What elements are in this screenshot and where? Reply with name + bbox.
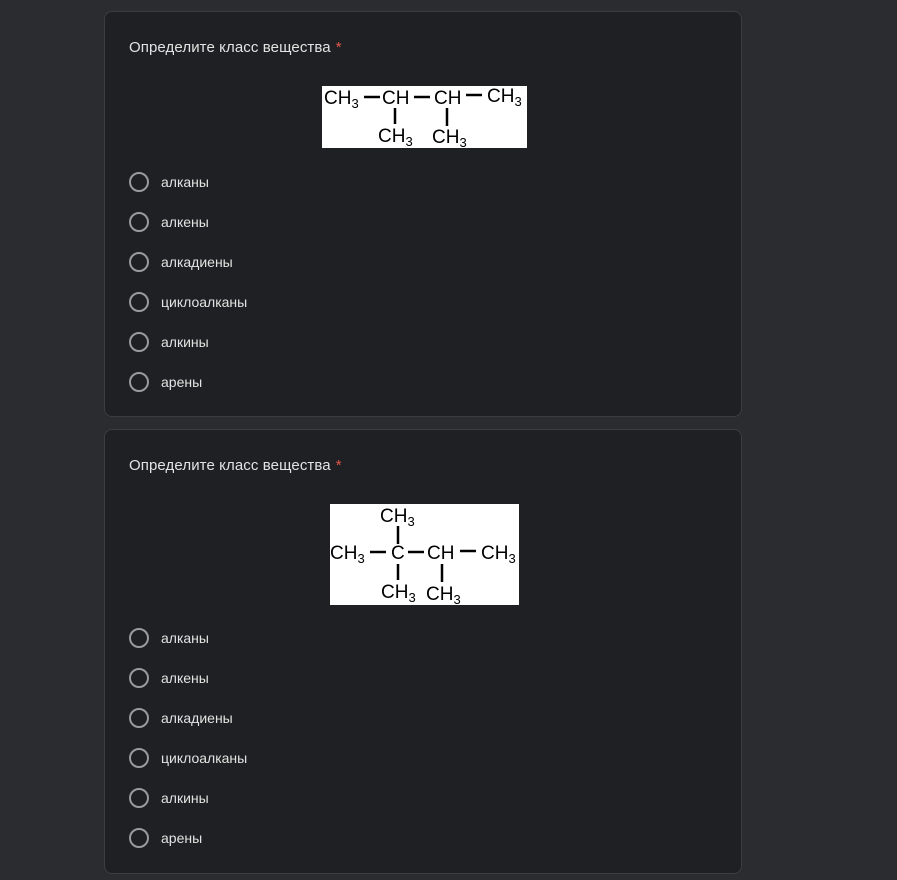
svg-text:CH [382,88,409,109]
formula-atom: CH [434,88,462,109]
svg-text:CH3: $CH_3$ [324,88,359,111]
answer-option[interactable] [129,362,247,402]
svg-text:CH3: $CH_3$ [481,543,516,566]
answer-option[interactable] [129,282,247,322]
answer-option[interactable] [129,322,247,362]
answer-options [129,618,247,858]
answer-option[interactable] [129,202,247,242]
option-label: арены [161,830,203,846]
radio-button[interactable] [129,172,149,192]
radio-button[interactable] [129,252,149,272]
formula-atom: CH [378,126,406,147]
svg-text:CH3: $CH_3$ [432,127,467,148]
radio-button[interactable] [129,828,149,848]
question-title [129,39,342,56]
option-label: циклоалканы [161,750,248,766]
option-label: алкины [161,334,209,350]
formula-atom: CH [380,506,408,527]
option-label: алканы [161,174,209,190]
formula-atom: CH [432,127,460,148]
radio-button[interactable] [129,372,149,392]
svg-text:CH3: $CH_3$ [378,126,413,148]
radio-button[interactable] [129,748,149,768]
radio-button[interactable] [129,332,149,352]
structural-formula-image [330,504,519,605]
answer-option[interactable] [129,778,247,818]
svg-text:CH3: $CH_3$ [381,582,416,605]
svg-text:CH3: $CH_3$ [330,543,365,566]
option-label: арены [161,374,203,390]
required-asterisk: * [335,457,342,474]
answer-option[interactable] [129,242,247,282]
radio-button[interactable] [129,668,149,688]
question-title-text: Определите класс вещества [129,39,331,56]
answer-option[interactable] [129,162,247,202]
option-label: алкены [161,670,209,686]
svg-text:C [391,543,405,564]
answer-option[interactable] [129,658,247,698]
svg-text:CH3: $CH_3$ [426,584,461,605]
formula-atom: CH [330,543,358,564]
formula-atom: CH [382,88,410,109]
radio-button[interactable] [129,708,149,728]
radio-button[interactable] [129,788,149,808]
answer-option[interactable] [129,618,247,658]
option-label: алкины [161,790,209,806]
question-title [129,457,342,474]
radio-button[interactable] [129,292,149,312]
formula-atom: CH [487,86,515,107]
radio-button[interactable] [129,212,149,232]
formula-atom: C [391,543,405,564]
answer-option[interactable] [129,738,247,778]
answer-options [129,162,247,402]
option-label: алканы [161,630,209,646]
svg-text:CH [427,543,454,564]
formula-atom: CH [426,584,454,605]
option-label: циклоалканы [161,294,248,310]
formula-atom: CH [481,543,509,564]
svg-text:CH [434,88,461,109]
option-label: алкадиены [161,254,233,270]
formula-atom: CH [427,543,455,564]
answer-option[interactable] [129,818,247,858]
svg-text:CH3: $CH_3$ [487,86,522,109]
radio-button[interactable] [129,628,149,648]
option-label: алкадиены [161,710,233,726]
formula-atom: CH [324,88,352,109]
option-label: алкены [161,214,209,230]
svg-text:CH3: $CH_3$ [380,506,415,529]
answer-option[interactable] [129,698,247,738]
question-card-1 [104,11,742,417]
structural-formula-image [322,86,527,148]
formula-atom: CH [381,582,409,603]
question-card-2 [104,429,742,874]
question-title-text: Определите класс вещества [129,457,331,474]
required-asterisk: * [335,39,342,56]
